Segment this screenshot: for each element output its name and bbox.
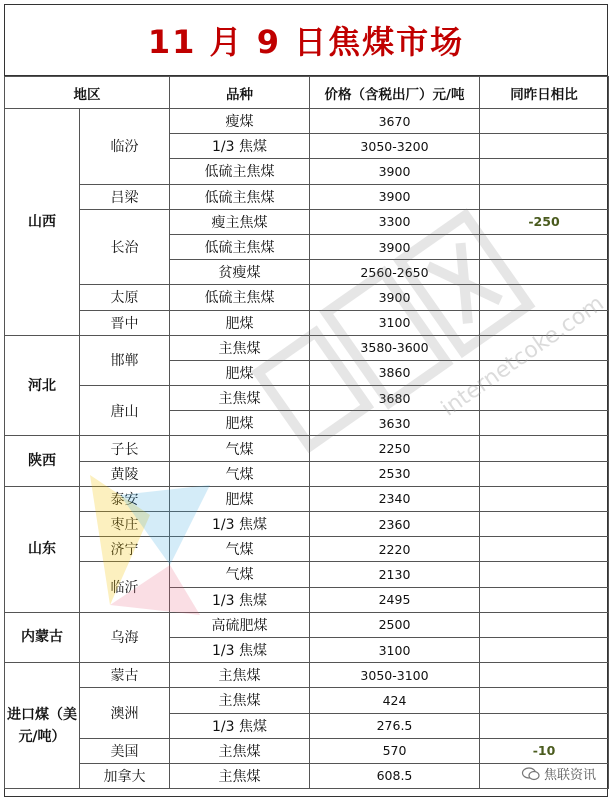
- price-cell: 3900: [310, 234, 480, 259]
- region-city: 黄陵: [80, 461, 170, 486]
- table-row: [5, 386, 609, 411]
- region-city: 加拿大: [80, 763, 170, 788]
- change-cell: [480, 159, 609, 184]
- region-province: 山东: [5, 486, 80, 612]
- wechat-icon: [522, 767, 540, 781]
- header-change: 同昨日相比: [480, 77, 609, 109]
- price-cell: 608.5: [310, 763, 480, 788]
- coal-kind-cell: 肥煤: [170, 411, 310, 436]
- table-row: [5, 109, 609, 134]
- table-header-row: [5, 77, 609, 109]
- page-title-bar: [5, 5, 607, 76]
- table-row: [5, 209, 609, 234]
- coal-kind-cell: 瘦主焦煤: [170, 209, 310, 234]
- change-cell: [480, 285, 609, 310]
- coal-kind-cell: 气煤: [170, 436, 310, 461]
- price-cell: 570: [310, 738, 480, 763]
- change-cell: [480, 109, 609, 134]
- price-cell: 3680: [310, 386, 480, 411]
- coal-kind-cell: 低硫主焦煤: [170, 285, 310, 310]
- price-cell: 2360: [310, 512, 480, 537]
- page-title: 11 月 9 日焦煤市场: [147, 23, 465, 61]
- price-sheet: [4, 4, 608, 797]
- footer-brand: [522, 764, 596, 783]
- coal-kind-cell: 主焦煤: [170, 738, 310, 763]
- coal-kind-cell: 低硫主焦煤: [170, 159, 310, 184]
- change-cell: [480, 134, 609, 159]
- region-city: 美国: [80, 738, 170, 763]
- coal-kind-cell: 1/3 焦煤: [170, 587, 310, 612]
- price-cell: 2250: [310, 436, 480, 461]
- region-city: 子长: [80, 436, 170, 461]
- price-cell: 276.5: [310, 713, 480, 738]
- price-cell: 2130: [310, 562, 480, 587]
- change-cell: [480, 386, 609, 411]
- price-cell: 3670: [310, 109, 480, 134]
- price-cell: 2530: [310, 461, 480, 486]
- price-cell: 3300: [310, 209, 480, 234]
- header-kind: 品种: [170, 77, 310, 109]
- coal-kind-cell: 瘦煤: [170, 109, 310, 134]
- price-cell: 2220: [310, 537, 480, 562]
- change-cell: [480, 612, 609, 637]
- coal-kind-cell: 1/3 焦煤: [170, 134, 310, 159]
- region-city: 济宁: [80, 537, 170, 562]
- change-cell: [480, 562, 609, 587]
- change-cell: [480, 486, 609, 511]
- change-cell: [480, 461, 609, 486]
- price-cell: 3630: [310, 411, 480, 436]
- change-cell: [480, 360, 609, 385]
- coal-kind-cell: 主焦煤: [170, 386, 310, 411]
- coal-kind-cell: 肥煤: [170, 486, 310, 511]
- region-city: 澳洲: [80, 688, 170, 738]
- coal-kind-cell: 1/3 焦煤: [170, 512, 310, 537]
- header-region: 地区: [5, 77, 170, 109]
- change-cell: [480, 234, 609, 259]
- region-city: 乌海: [80, 612, 170, 662]
- table-row: [5, 763, 609, 788]
- footer-brand-label: 焦联资讯: [543, 768, 596, 783]
- change-cell: [480, 411, 609, 436]
- table-row: [5, 285, 609, 310]
- price-cell: 2560-2650: [310, 260, 480, 285]
- coal-kind-cell: 气煤: [170, 537, 310, 562]
- coal-kind-cell: 主焦煤: [170, 763, 310, 788]
- coal-kind-cell: 1/3 焦煤: [170, 637, 310, 662]
- table-row: [5, 688, 609, 713]
- region-province: 河北: [5, 335, 80, 436]
- price-cell: 2500: [310, 612, 480, 637]
- table-row: [5, 335, 609, 360]
- change-cell: -10: [480, 738, 609, 763]
- region-city: 枣庄: [80, 512, 170, 537]
- change-cell: [480, 310, 609, 335]
- header-price: 价格（含税出厂）元/吨: [310, 77, 480, 109]
- price-cell: 3900: [310, 184, 480, 209]
- price-cell: 3100: [310, 637, 480, 662]
- coal-kind-cell: 气煤: [170, 562, 310, 587]
- change-cell: [480, 688, 609, 713]
- region-province: 进口煤（美元/吨）: [5, 663, 80, 789]
- coal-kind-cell: 低硫主焦煤: [170, 234, 310, 259]
- price-cell: 3580-3600: [310, 335, 480, 360]
- coal-kind-cell: 肥煤: [170, 360, 310, 385]
- table-row: [5, 562, 609, 587]
- change-cell: [480, 260, 609, 285]
- coal-kind-cell: 低硫主焦煤: [170, 184, 310, 209]
- coal-kind-cell: 主焦煤: [170, 663, 310, 688]
- coal-kind-cell: 主焦煤: [170, 688, 310, 713]
- table-row: [5, 310, 609, 335]
- region-city: 临沂: [80, 562, 170, 612]
- change-cell: [480, 512, 609, 537]
- region-city: 长治: [80, 209, 170, 285]
- coal-kind-cell: 肥煤: [170, 310, 310, 335]
- change-cell: [480, 713, 609, 738]
- table-row: [5, 436, 609, 461]
- table-body: [5, 109, 609, 789]
- price-cell: 3900: [310, 159, 480, 184]
- coal-kind-cell: 1/3 焦煤: [170, 713, 310, 738]
- table-row: [5, 461, 609, 486]
- change-cell: [480, 335, 609, 360]
- change-cell: [480, 663, 609, 688]
- change-cell: [480, 587, 609, 612]
- change-cell: -250: [480, 209, 609, 234]
- coal-kind-cell: 贫瘦煤: [170, 260, 310, 285]
- table-row: [5, 612, 609, 637]
- price-cell: 2495: [310, 587, 480, 612]
- region-province: 内蒙古: [5, 612, 80, 662]
- coking-coal-price-table: [4, 76, 609, 789]
- region-city: 泰安: [80, 486, 170, 511]
- region-city: 邯郸: [80, 335, 170, 385]
- region-city: 唐山: [80, 386, 170, 436]
- table-row: [5, 663, 609, 688]
- change-cell: [480, 537, 609, 562]
- coal-kind-cell: 主焦煤: [170, 335, 310, 360]
- region-city: 蒙古: [80, 663, 170, 688]
- coal-kind-cell: 气煤: [170, 461, 310, 486]
- table-row: [5, 738, 609, 763]
- region-city: 吕梁: [80, 184, 170, 209]
- coal-kind-cell: 高硫肥煤: [170, 612, 310, 637]
- watermark-url: internetcoke.com: [436, 291, 609, 422]
- change-cell: [480, 184, 609, 209]
- price-cell: 3050-3200: [310, 134, 480, 159]
- change-cell: [480, 436, 609, 461]
- region-province: 陕西: [5, 436, 80, 486]
- table-row: [5, 184, 609, 209]
- price-cell: 3860: [310, 360, 480, 385]
- table-row: [5, 486, 609, 511]
- table-row: [5, 537, 609, 562]
- price-cell: 424: [310, 688, 480, 713]
- change-cell: [480, 637, 609, 662]
- table-row: [5, 512, 609, 537]
- region-city: 太原: [80, 285, 170, 310]
- region-city: 晋中: [80, 310, 170, 335]
- price-cell: 2340: [310, 486, 480, 511]
- region-province: 山西: [5, 109, 80, 336]
- price-cell: 3900: [310, 285, 480, 310]
- price-cell: 3100: [310, 310, 480, 335]
- price-cell: 3050-3100: [310, 663, 480, 688]
- region-city: 临汾: [80, 109, 170, 185]
